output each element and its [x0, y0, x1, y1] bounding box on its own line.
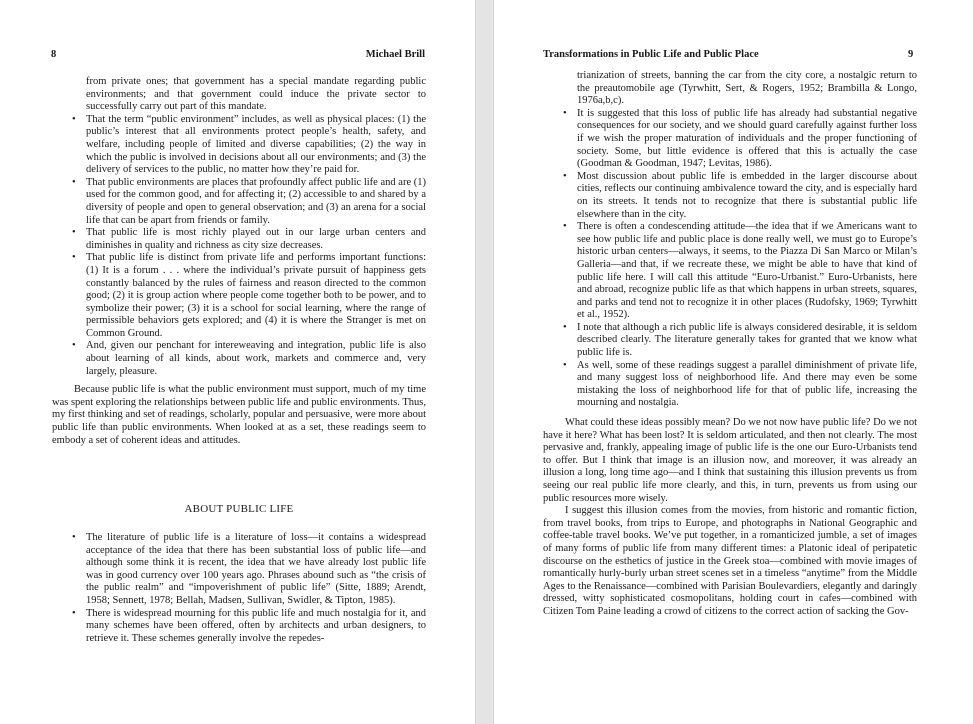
left-body [52, 76, 426, 447]
bullet-list [52, 114, 426, 378]
right-body [543, 70, 917, 619]
page-number-left: 8 [51, 49, 57, 60]
continuation-text: trianization of streets, banning the car from the city core, a nostalgic return to the preautomobile age (Tyrwhitt, Sert, & Rogers, 1952; Brambilla & Longo, 1976a,b,c). [577, 70, 917, 107]
list-item: • That the term “public environment” includes, as well as physical places: (1) the public’s interest that all environments protect people’s health, safety, and welfare, including people of limited and diverse capabilities; (2) the way in which the public is involved in decisions about all our environments; and (3) the delivery of services to the public, no matter how they’re paid for. [52, 114, 426, 177]
body-paragraph: Because public life is what the public environment must support, much of my time was spent exploring the relationships between public life and public environments. Thus, my first thinking and set of readings, scholarly, popular and persuasive, were more about public life than public environments. When looked at as a set, these readings seem to embody a set of coherent ideas and attitudes. [52, 384, 426, 446]
list-item: • That public environments are places that profoundly affect public life and are (1) used for the common good, and for affecting it; (2) accessible to and shared by a diversity of people and open to general observation; and (3) an arena for a social life that can be apart from friends or family. [52, 177, 426, 227]
list-item: • I note that although a rich public life is always considered desirable, it is seldom described clearly. The literature generally takes for granted that we know what public life is. [543, 322, 917, 360]
page-gutter [477, 0, 492, 724]
bullet-list [543, 108, 917, 410]
left-page [0, 0, 476, 724]
body-paragraph: I suggest this illusion comes from the movies, from historic and romantic fiction, from travel books, from trips to Europe, and photographs in National Geographic and coffee-table travel books. We’ve put together, in a romanticized jumble, a set of images of many forms of public life from many different times: a Platonic ideal of peripatetic discourse on the esthetics of justice in the Greek stoa—combined with movie images of romantically hurly-burly urban street scenes set in a timeless “anytime” from the Middle Ages to the Renaissance—combined with Parisian Boulevardiers, elegantly and daringly dressed, witty sophisticated cosmopolitans, holding court in cafes—combined with Citizen Tom Paine leading a crowd of citizens to the correct action of sacking the Gov- [543, 505, 917, 617]
list-item: • That public life is distinct from private life and performs important functions: (1) It is a forum . . . where the individual’s private pursuit of happiness gets constantly balanced by the rules of fairness and reason directed to the common good; (2) it is group action where people come together both to be power, and to symbolize their power; (3) it is a school for social learning, where the range of permissible behaviors gets explored; and (4) it is where the Stranger is met on Common Ground. [52, 252, 426, 340]
list-item: • There is often a condescending attitude—the idea that if we Americans want to see how public life and public place is done really well, we must go to Europe’s historic urban centers—always, it seems, to the Piazza Di San Marco or Milan’s Galleria—and that, if we recreate these, we might be able to have that kind of public life here. I will call this attitude “Euro-Urbanist.” Euro-Urbanists, here and abroad, recognize public life as that which happens in urban streets, squares, and parks and tend not to recognize it in other places (Rudofsky, 1969; Tyrwhitt et al., 1952). [543, 221, 917, 322]
list-item: • And, given our penchant for intereweaving and integration, public life is also about learning of all kinds, about work, markets and commerce and, very largely, pleasure. [52, 340, 426, 378]
left-body-section [52, 532, 426, 645]
running-head-left: Michael Brill [365, 49, 425, 60]
continuation-text: from private ones; that government has a special mandate regarding public environments; and that government could induce the private sector to successfully carry out part of this mandate. [86, 76, 426, 113]
page-number-right: 9 [908, 49, 914, 60]
right-page [493, 0, 973, 724]
bullet-list [52, 532, 426, 645]
list-item: • Most discussion about public life is embedded in the larger discourse about cities, reflects our continuing ambivalence toward the city, and is especially hard on its streets. It tends not to recognize that there is substantial public life elsewhere than in the city. [543, 171, 917, 221]
section-heading: ABOUT PUBLIC LIFE [184, 503, 294, 515]
list-item: • It is suggested that this loss of public life has already had substantial negative consequences for our society, and we should guard carefully against further loss if we wish the proper maturation of individuals and the proper functioning of society. Some, but little evidence is offered that this is actually the case (Goodman & Goodman, 1947; Levitas, 1986). [543, 108, 917, 171]
list-item: • As well, some of these readings suggest a parallel diminishment of private life, and many suggest loss of neighborhood life. And there may even be some mistaking the loss of neighborhood life for that of public life, increasing the mourning and nostalgia. [543, 360, 917, 410]
body-paragraph: What could these ideas possibly mean? Do we not now have public life? Do we not have it here? What has been lost? It is seldom articulated, and then not clearly. The most pervasive and, frankly, appealing image of public life is the one our Euro-Urbanists tend to offer. But I think that image is an illusion now, and moreover, it was already an illusion a long, long time ago—and I think that sustaining this illusion prevents us from seeing our real public life more clearly, and this, in turn, prevents us from using our public resources more wisely. [543, 417, 917, 504]
list-item: • That public life is most richly played out in our large urban centers and diminishes in quality and richness as city size decreases. [52, 227, 426, 252]
running-head-right: Transformations in Public Life and Public Place [543, 49, 759, 60]
list-item: • There is widespread mourning for this public life and much nostalgia for it, and many schemes have been offered, often by architects and urban designers, to retrieve it. These schemes generally involve the repedes- [52, 608, 426, 646]
list-item: • The literature of public life is a literature of loss—it contains a widespread acceptance of the idea that there has been substantial loss of public life—and although some think it is recent, the idea that we have already lost public life was in good currency over 100 years ago. Phrases abound such as “the crisis of the public realm” and “impoverishment of public life” (Sitte, 1889; Arendt, 1958; Sennett, 1978; Bellah, Madsen, Sullivan, Swidler, & Tipton, 1985). [52, 532, 426, 608]
